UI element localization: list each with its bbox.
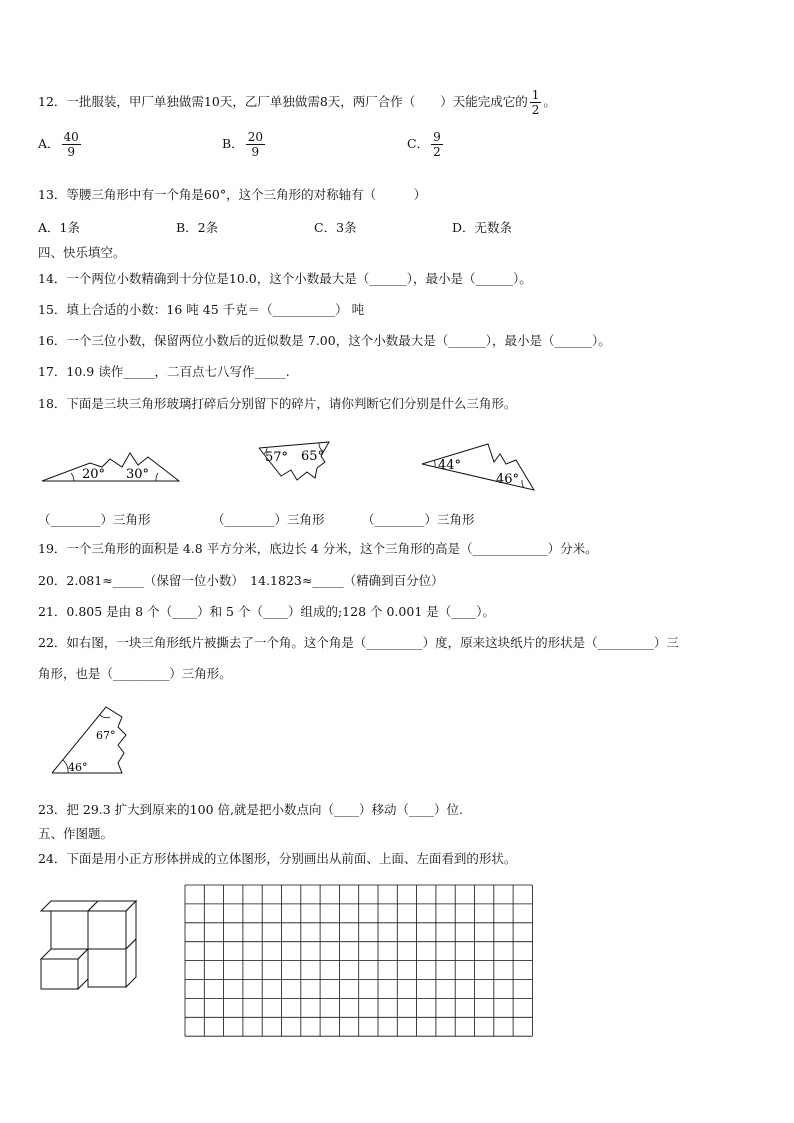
question-12: 12．一批服装，甲厂单独做需10天，乙厂单独做需8天，两厂合作（ ）天能完成它的 $\frac{1}{2}$ 。 bbox=[38, 88, 556, 117]
angle-label-top: 67° bbox=[96, 729, 116, 742]
q12-option-b[interactable]: B． $\frac{20}{9}$ bbox=[222, 130, 263, 159]
q13-option-a[interactable]: A．1条 bbox=[38, 220, 80, 235]
q13-option-d[interactable]: D．无数条 bbox=[452, 220, 513, 235]
angle-label: 20° bbox=[82, 467, 106, 482]
angle-label: 57° bbox=[265, 450, 289, 465]
angle-label: 30° bbox=[126, 467, 150, 482]
question-22: 22．如右图，一块三角形纸片被撕去了一个角。这个角是（_________）度，原来这块纸片的形状是（_________）三 bbox=[38, 635, 679, 650]
angle-label: 65° bbox=[301, 449, 325, 464]
q12-option-a[interactable]: A． $\frac{40}{9}$ bbox=[38, 130, 79, 159]
q18-answer-3[interactable]: （________）三角形 bbox=[362, 512, 475, 527]
fraction: $\frac{1}{2}$ bbox=[531, 88, 540, 117]
question-23: 23．把 29.3 扩大到原来的100 倍,就是把小数点向（____）移动（____）位. bbox=[38, 802, 463, 817]
question-21: 21．0.805 是由 8 个（____）和 5 个（____）组成的;128 个 0.001 是（____）。 bbox=[38, 604, 495, 619]
q12-option-c[interactable]: C． $\frac{9}{2}$ bbox=[407, 130, 441, 159]
question-15: 15．填上合适的小数：16 吨 45 千克＝（__________） 吨 bbox=[38, 302, 365, 317]
section-heading-4: 四、快乐填空。 bbox=[38, 245, 126, 260]
question-17: 17．10.9 读作_____，二百点七八写作_____. bbox=[38, 364, 290, 379]
angle-label-bottom: 46° bbox=[68, 761, 88, 774]
question-14: 14．一个两位小数精确到十分位是10.0，这个小数最大是（______），最小是（______）。 bbox=[38, 271, 532, 286]
torn-triangle-figure bbox=[48, 703, 133, 778]
question-19: 19．一个三角形的面积是 4.8 平方分米，底边长 4 分米，这个三角形的高是（____________）分米。 bbox=[38, 541, 598, 556]
q18-answer-2[interactable]: （________）三角形 bbox=[212, 512, 325, 527]
question-16: 16．一个三位小数，保留两位小数后的近似数是 7.00，这个小数最大是（______），最小是（______）。 bbox=[38, 333, 611, 348]
glass-shard-2 bbox=[255, 440, 335, 482]
q13-option-b[interactable]: B．2条 bbox=[176, 220, 219, 235]
glass-shard-1 bbox=[38, 445, 183, 485]
question-20: 20．2.081≈_____（保留一位小数） 14.1823≈_____（精确到百分位） bbox=[38, 573, 444, 588]
glass-shard-3 bbox=[418, 442, 540, 494]
question-13: 13．等腰三角形中有一个角是60°，这个三角形的对称轴有（ ） bbox=[38, 187, 427, 202]
question-number: 12． bbox=[38, 94, 67, 109]
question-text: 一批服装，甲厂单独做需10天，乙厂单独做需8天，两厂合作（ ）天能完成它的 bbox=[66, 94, 528, 109]
q13-option-c[interactable]: C．3条 bbox=[314, 220, 357, 235]
angle-label: 44° bbox=[438, 458, 462, 473]
question-22-cont: 角形，也是（_________）三角形。 bbox=[38, 666, 232, 681]
q18-answer-1[interactable]: （________）三角形 bbox=[38, 512, 151, 527]
question-18: 18．下面是三块三角形玻璃打碎后分别留下的碎片，请你判断它们分别是什么三角形。 bbox=[38, 396, 517, 411]
cube-solid-figure bbox=[36, 893, 140, 993]
question-24: 24．下面是用小正方形体拼成的立体图形，分别画出从前面、上面、左面看到的形状。 bbox=[38, 851, 517, 866]
drawing-grid[interactable] bbox=[184, 884, 538, 1038]
angle-label: 46° bbox=[496, 472, 520, 487]
section-heading-5: 五、作图题。 bbox=[38, 826, 114, 841]
